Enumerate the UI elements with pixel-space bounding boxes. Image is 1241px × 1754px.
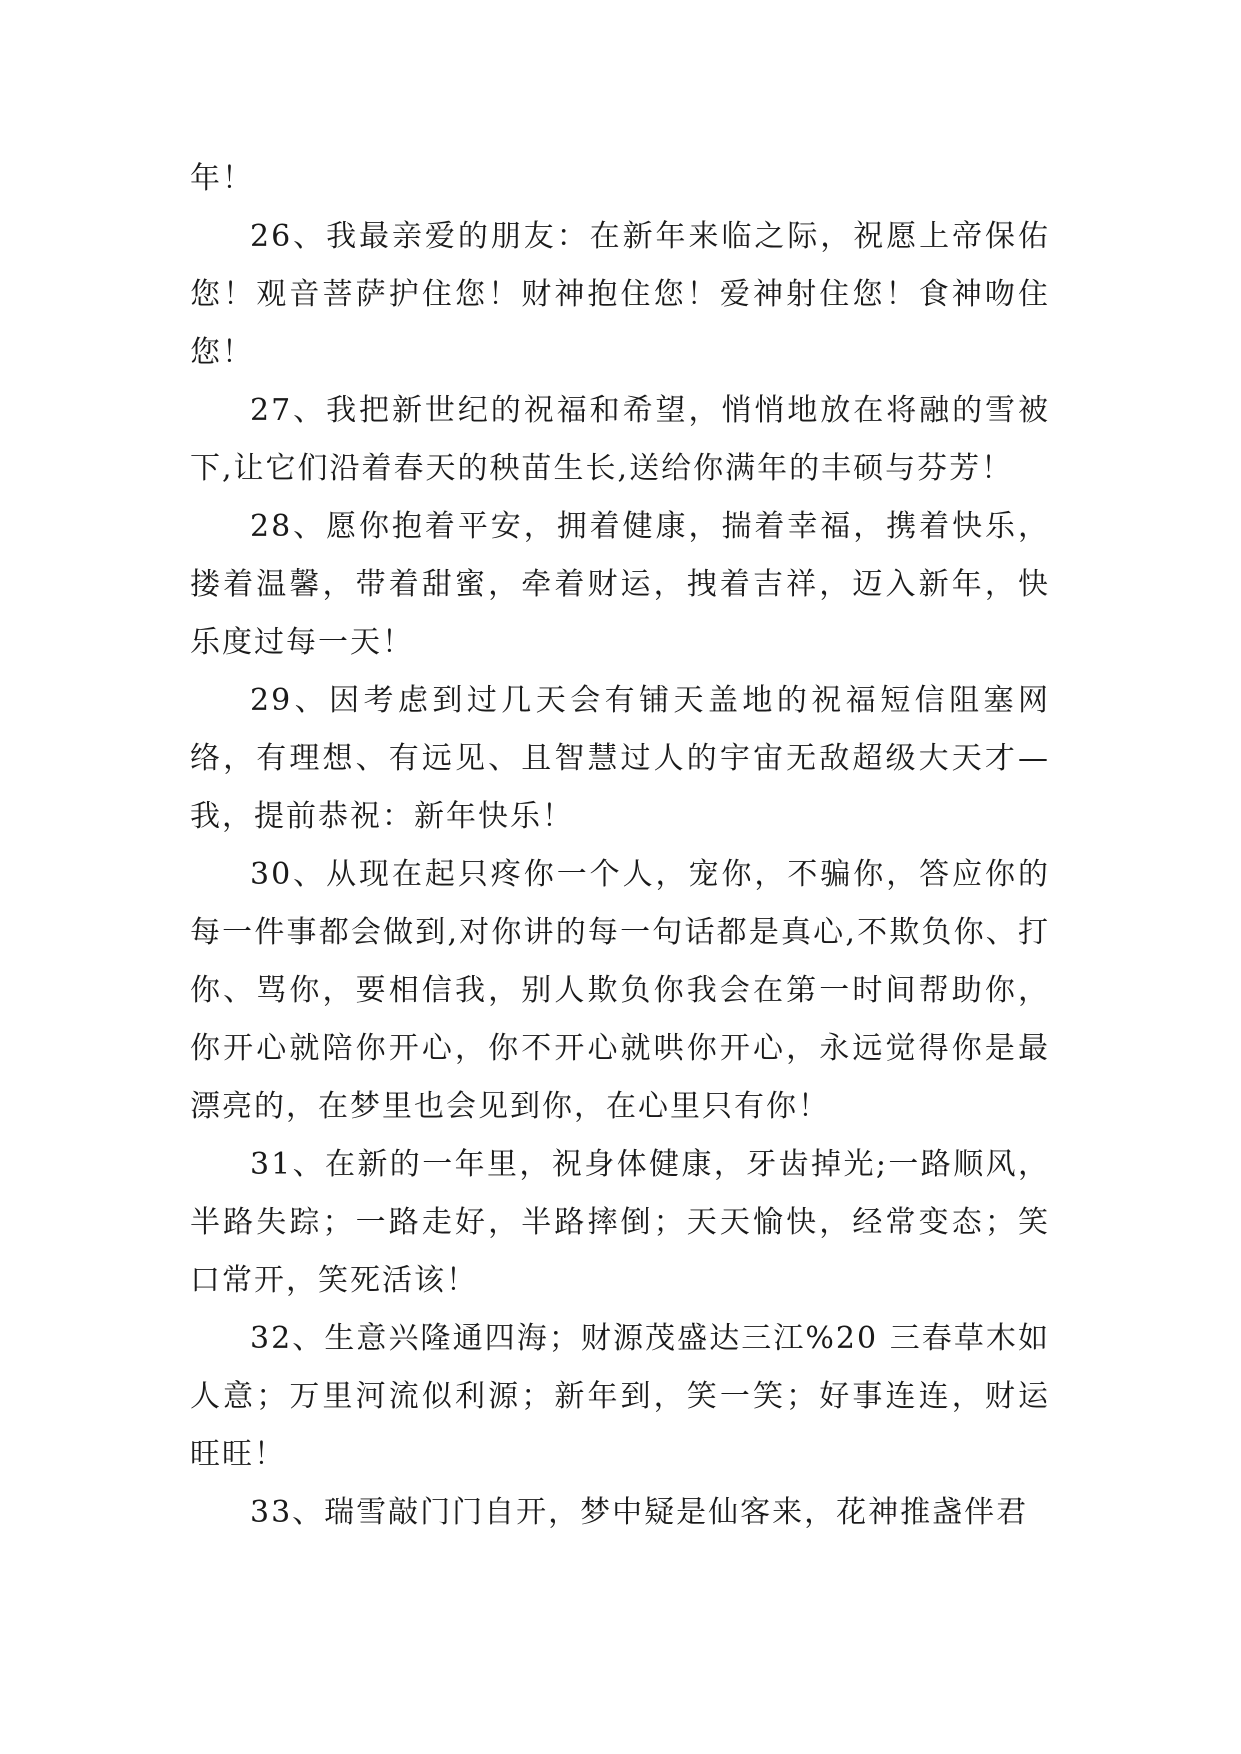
- paragraph-33: 33、瑞雪敲门门自开，梦中疑是仙客来，花神推盏伴君: [250, 1495, 1029, 1530]
- paragraph-30: 30、从现在起只疼你一个人，宠你，不骗你，答应你的每一件事都会做到,对你讲的每一句话都是真心,不欺负你、打你、骂你，要相信我，别人欺负你我会在第一时间帮助你，你开心就陪你开心，你不开心就哄你开心，永远觉得你是最漂亮的，在梦里也会见到你，在心里只有你！: [190, 857, 1050, 1124]
- paragraph-26: 26、我最亲爱的朋友：在新年来临之际，祝愿上帝保佑您！观音菩萨护住您！财神抱住您！爱神射住您！食神吻住您！: [190, 219, 1050, 370]
- document-body: [190, 150, 1050, 1542]
- paragraph-32: 32、生意兴隆通四海；财源茂盛达三江%20 三春草木如人意；万里河流似利源；新年到，笑一笑；好事连连，财运旺旺！: [190, 1321, 1050, 1472]
- paragraph-29: 29、因考虑到过几天会有铺天盖地的祝福短信阻塞网络，有理想、有远见、且智慧过人的宇宙无敌超级大天才—我，提前恭祝：新年快乐！: [190, 683, 1050, 834]
- paragraph-31: 31、在新的一年里，祝身体健康，牙齿掉光;一路顺风，半路失踪；一路走好，半路摔倒；天天愉快，经常变态；笑口常开，笑死活该！: [190, 1147, 1050, 1298]
- paragraph-28: 28、愿你抱着平安，拥着健康，揣着幸福，携着快乐，搂着温馨，带着甜蜜，牵着财运，拽着吉祥，迈入新年，快乐度过每一天！: [190, 509, 1050, 660]
- paragraph-27: 27、我把新世纪的祝福和希望，悄悄地放在将融的雪被下,让它们沿着春天的秧苗生长,送给你满年的丰硕与芬芳！: [190, 393, 1050, 486]
- paragraph-continued: 年！: [190, 161, 254, 196]
